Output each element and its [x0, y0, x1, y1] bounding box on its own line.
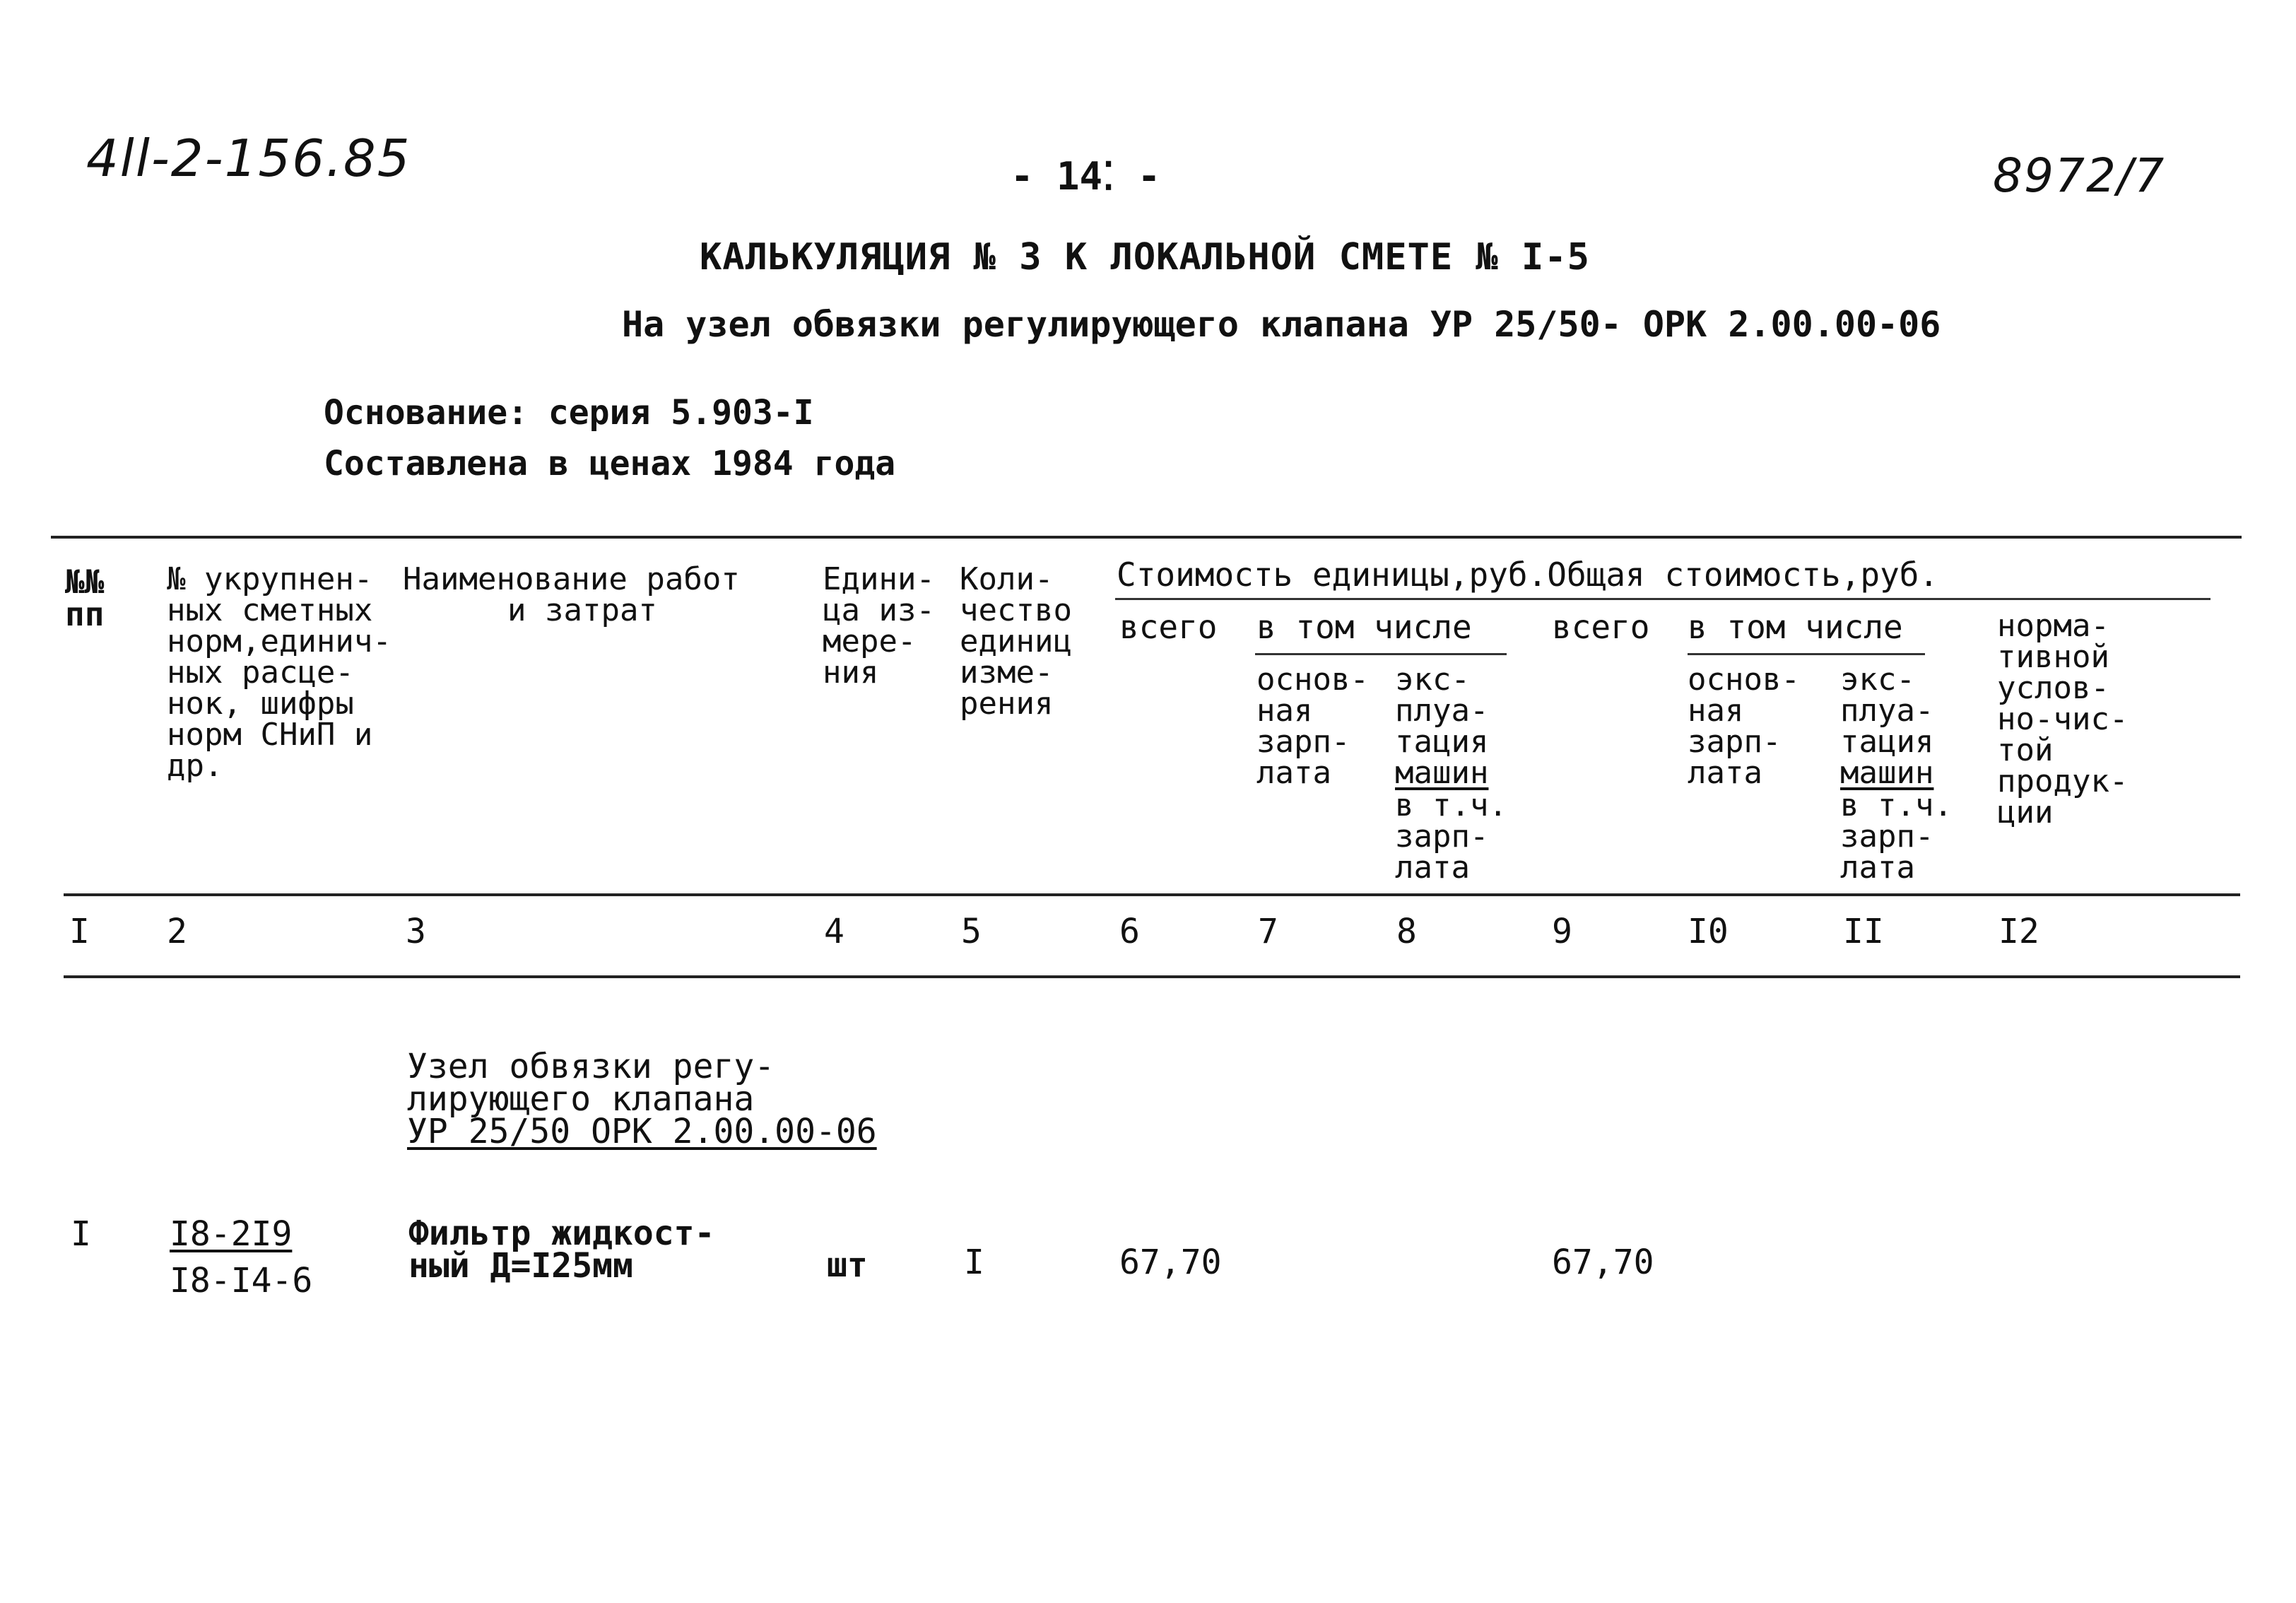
incl-rule-2: [1688, 653, 1925, 655]
header-col-total-salary: основ- ная зарп- лата: [1688, 662, 1800, 791]
header-col-total-machines-salary: в т.ч. зарп- лата: [1840, 787, 1953, 886]
archive-number: 8972/7: [1993, 148, 2166, 203]
header-col-unit-machines-salary: в т.ч. зарп- лата: [1395, 787, 1507, 886]
column-number-3: 3: [406, 912, 426, 951]
section-title-line-1: Узел обвязки регу-: [407, 1047, 775, 1086]
column-number-6: 6: [1119, 912, 1140, 951]
document-subtitle: На узел обвязки регулирующего клапана УР 25/50- ОРК 2.00.00-06: [622, 304, 1941, 345]
header-bottom-rule: [64, 893, 2240, 896]
row-1-work-name: Фильтр жидкост- ный Д=I25мм: [408, 1214, 715, 1286]
header-cost-group: Стоимость единицы,руб.Общая стоимость,руб.: [1117, 556, 1939, 594]
row-1-code-bottom: I8-I4-6: [170, 1261, 313, 1300]
incl-rule-1: [1255, 653, 1507, 655]
row-1-code-top: I8-2I9: [170, 1214, 293, 1254]
column-number-10: I0: [1688, 912, 1729, 951]
table-top-rule: [51, 536, 2242, 539]
group-header-rule: [1115, 598, 2210, 600]
header-col-unit-total: всего: [1119, 608, 1218, 646]
header-col-unit-salary: основ- ная зарп- лата: [1256, 662, 1369, 791]
header-col-total-machines: экс- плуа- тация: [1840, 662, 1934, 760]
column-number-12: I2: [1998, 912, 2039, 951]
header-incl-2: в том числе: [1688, 608, 1903, 646]
header-col-unit-machines-2: машин: [1395, 755, 1489, 791]
column-number-5: 5: [961, 912, 982, 951]
header-col-work-name: Наименование работ: [403, 561, 740, 597]
column-number-1: I: [69, 912, 90, 951]
column-number-8: 8: [1396, 912, 1417, 951]
header-col-work-name-2: и затрат: [507, 592, 657, 628]
section-title-line-3: УР 25/50 ОРК 2.00.00-06: [407, 1112, 877, 1151]
section-title-line-2: лирующего клапана: [407, 1079, 755, 1119]
page-number: - 14⁚ -: [1011, 154, 1161, 199]
column-numbers-rule: [64, 975, 2240, 978]
basis-series: Основание: серия 5.903-I: [324, 393, 814, 433]
row-1-unit: шт: [827, 1245, 868, 1285]
column-number-9: 9: [1552, 912, 1572, 951]
header-col-total: всего: [1552, 608, 1650, 646]
row-1-quantity: I: [964, 1243, 984, 1282]
header-col-total-machines-2: машин: [1840, 755, 1934, 791]
column-number-4: 4: [824, 912, 844, 951]
document-code: 4ll-2-156.85: [86, 129, 411, 188]
column-number-2: 2: [167, 912, 187, 951]
header-col-normative-product: норма- тивной услов- но-чис- той продук- ции: [1997, 608, 2129, 830]
document-title: КАЛЬКУЛЯЦИЯ № 3 К ЛОКАЛЬНОЙ СМЕТЕ № I-5: [700, 236, 1590, 278]
row-1-unit-total: 67,70: [1119, 1243, 1222, 1282]
column-number-7: 7: [1258, 912, 1278, 951]
header-col-unit: Едини- ца из- мере- ния: [823, 561, 935, 691]
row-1-number: I: [71, 1214, 91, 1254]
column-number-11: II: [1843, 912, 1884, 951]
header-col-unit-machines: экс- плуа- тация: [1395, 662, 1489, 760]
header-incl-1: в том числе: [1256, 608, 1472, 646]
header-col-quantity: Коли- чество единиц изме- рения: [960, 561, 1072, 722]
header-col-norm-code: № укрупнен- ных сметных норм,единич- ных расце- нок, шифры норм СНиП и др.: [167, 561, 392, 784]
header-col-number: №№ пп: [65, 563, 105, 633]
row-1-total: 67,70: [1552, 1243, 1654, 1282]
basis-prices: Составлена в ценах 1984 года: [324, 444, 896, 483]
